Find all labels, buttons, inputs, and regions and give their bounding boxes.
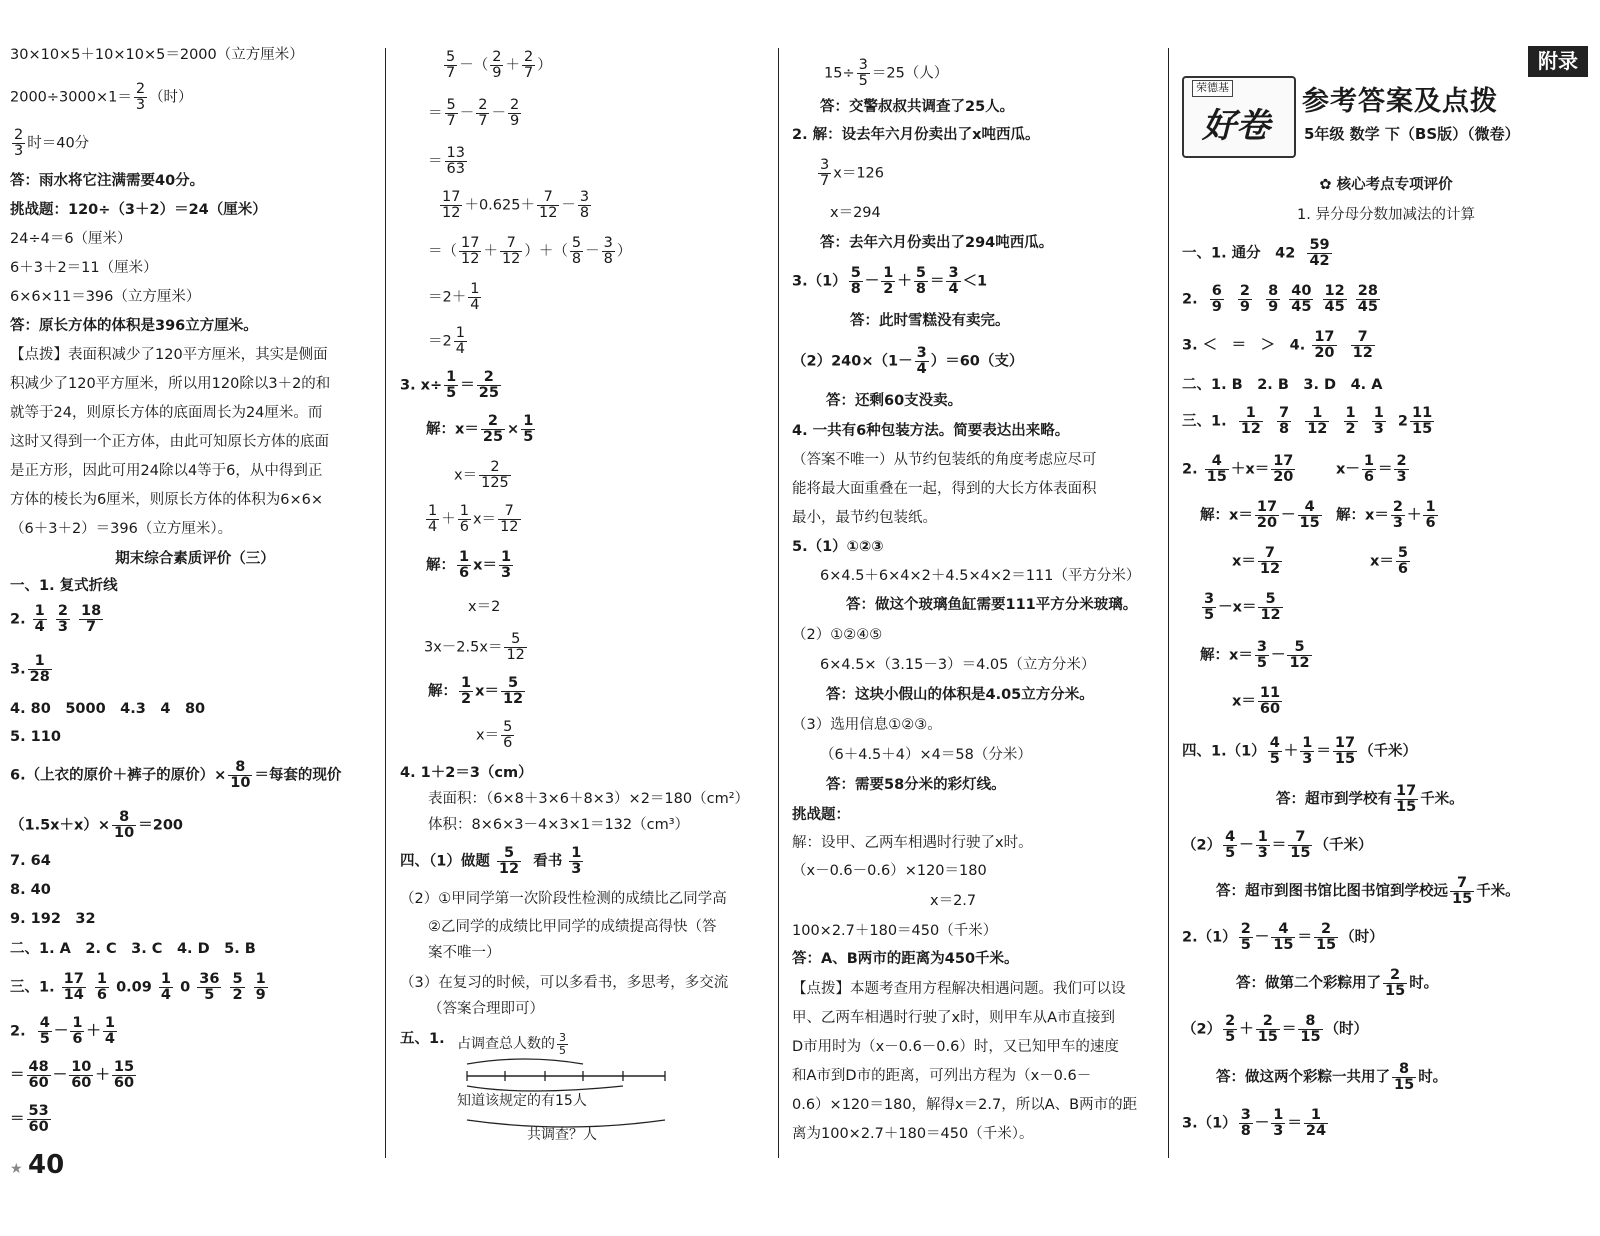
text-line: （x－0.6－0.6）×120＝180 — [792, 863, 987, 879]
text-line: 6×6×11＝396（立方厘米） — [10, 289, 201, 305]
equation-line: $\frac{3}{5}$ －x＝ $\frac{5}{12}$ — [1204, 591, 1281, 624]
hint-line: 就等于24，则原长方体的底面周长为24厘米。而 — [10, 405, 323, 421]
equation-line: x＝ $\frac{5}{6}$ — [476, 719, 513, 752]
hint-line: 离为100×2.7＋180＝450（千米）。 — [792, 1126, 1034, 1142]
text-line: x＝2.7 — [930, 893, 977, 909]
answer-line: 答：超市到图书馆比图书馆到学校远 $\frac{7}{15}$ 千米。 — [1216, 875, 1520, 908]
answer-item: 三、1. $\frac{17}{14}$ $\frac{1}{6}$ 0.09 $\frac{1}{4}$ 0 $\frac{36}{5}$ $\frac{5}{2}$ $\frac{1}{9}$ — [10, 971, 266, 1004]
section-title: 期末综合素质评价（三） — [115, 551, 275, 567]
answer-item: 6.（上衣的原价＋裤子的原价）× $\frac{8}{10}$ ＝每套的现价 — [10, 759, 342, 792]
equation-line: x＝ $\frac{2}{125}$ — [454, 459, 509, 492]
answer-line: 答：还剩60支没卖。 — [826, 393, 963, 409]
hint-line: 积减少了120平方厘米，所以用120除以3＋2的和 — [10, 376, 331, 392]
equation-line: ＝2＋ $\frac{1}{4}$ — [428, 281, 480, 314]
answer-item: 4. 一共有6种包装方法。简要表达出来略。 — [792, 423, 1070, 439]
equation-line: x＝294 — [830, 205, 881, 221]
answer-line: 答：雨水将它注满需要40分。 — [10, 173, 205, 189]
answer-line: 答：做这两个彩粽一共用了 $\frac{8}{15}$ 时。 — [1216, 1061, 1448, 1094]
equation-line: x＝ $\frac{7}{12}$ — [1232, 545, 1281, 578]
text-line: （答案不唯一）从节约包装纸的角度考虑应尽可 — [792, 452, 1097, 468]
answer-item: 7. 64 — [10, 853, 51, 869]
equation-line: $\frac{3}{7}$ x＝126 — [820, 157, 884, 190]
answer-item: 2. $\frac{1}{4}$ $\frac{2}{3}$ $\frac{18}{7}$ — [10, 603, 102, 636]
answer-line: 答：去年六月份卖出了294吨西瓜。 — [820, 235, 1054, 251]
equation-line: （2） $\frac{2}{5}$ ＋ $\frac{2}{15}$ ＝ $\frac{8}{15}$ （时） — [1182, 1013, 1369, 1046]
answer-item: 4. 80 5000 4.3 4 80 — [10, 701, 206, 717]
text-line: （6＋4.5＋4）×4＝58（分米） — [820, 747, 1032, 763]
answer-item: 5.（1）①②③ — [792, 539, 884, 555]
equation-line: $\frac{2}{3}$ 时＝40分 — [14, 127, 90, 160]
equation-line: （2） $\frac{4}{5}$ － $\frac{1}{3}$ ＝ $\frac{7}{15}$ （千米） — [1182, 829, 1373, 862]
equation-line: 3.（1） $\frac{5}{8}$ － $\frac{1}{2}$ ＋ $\frac{5}{8}$ ＝ $\frac{3}{4}$ ＜1 — [792, 265, 988, 298]
segment-diagram — [455, 1030, 695, 1150]
text-line: （2）①甲同学第一次阶段性检测的成绩比乙同学高 — [400, 891, 727, 907]
answer-line: 答：做第二个彩粽用了 $\frac{2}{15}$ 时。 — [1236, 967, 1439, 1000]
answer-item: 五、1. — [400, 1031, 445, 1047]
hint-line: 甲、乙两车相遇时行驶了x时，则甲车从A市直接到 — [792, 1010, 1115, 1026]
equation-line: 解：x＝ $\frac{3}{5}$ － $\frac{5}{12}$ — [1200, 639, 1310, 672]
answer-line: 答：做这个玻璃鱼缸需要111平方分米玻璃。 — [846, 597, 1138, 613]
challenge-title: 挑战题： — [792, 807, 850, 823]
page-subtitle: 5年级 数学 下（BS版）（微卷） — [1304, 125, 1520, 143]
equation-line: 2. $\frac{4}{15}$ ＋x＝ $\frac{17}{20}$ — [1182, 453, 1294, 486]
star-decoration: ★ — [10, 1161, 23, 1177]
paw-icon: ✿ — [1319, 177, 1337, 193]
challenge-line: 挑战题：120÷（3＋2）＝24（厘米） — [10, 202, 267, 218]
equation-line: ＝ $\frac{5}{7}$ － $\frac{2}{7}$ － $\frac{2}{9}$ — [428, 97, 520, 130]
equation-line: （2）240×（1－ $\frac{3}{4}$ ）＝60（支） — [792, 345, 1024, 378]
equation-line: 3. x÷ $\frac{1}{5}$ ＝ $\frac{2}{25}$ — [400, 369, 499, 402]
column-divider — [1168, 48, 1169, 1158]
equation-line: x＝ $\frac{5}{6}$ — [1370, 545, 1408, 578]
equation-line: x－ $\frac{1}{6}$ ＝ $\frac{2}{3}$ — [1336, 453, 1407, 486]
answer-item: 2. $\frac{6}{9}$ $\frac{2}{9}$ $\frac{8}{9}$ $\frac{40}{45}$ $\frac{12}{45}$ $\frac{28}{45}$ — [1182, 283, 1378, 316]
text-line: 6×4.5＋6×4×2＋4.5×4×2＝111（平方分米） — [820, 568, 1141, 584]
answer-item: 3. ＜ ＝ ＞ 4. $\frac{17}{20}$ $\frac{7}{12}$ — [1182, 329, 1373, 362]
answer-line: 答：A、B两市的距离为450千米。 — [792, 951, 1019, 967]
diagram-bottom-label: 共调查？人 — [527, 1127, 597, 1143]
brand-tag: 荣德基 — [1192, 80, 1233, 97]
answer-line: 答：需要58分米的彩灯线。 — [826, 777, 1006, 793]
text-line: 100×2.7＋180＝450（千米） — [792, 923, 998, 939]
equation-line: 3x－2.5x＝ $\frac{5}{12}$ — [424, 631, 525, 664]
hint-line: 【点拨】表面积减少了120平方厘米，其实是侧面 — [10, 347, 328, 363]
section-subtitle: 1. 异分母分数加减法的计算 — [1297, 207, 1475, 223]
text-line: 6＋3＋2＝11（厘米） — [10, 260, 158, 276]
equation-line: 2000÷3000×1＝ $\frac{2}{3}$ （时） — [10, 81, 193, 114]
equation-line: $\frac{17}{12}$ ＋0.625＋ $\frac{7}{12}$ － $\frac{3}{8}$ — [442, 189, 590, 222]
answer-item: （1.5x＋x）× $\frac{8}{10}$ ＝200 — [10, 809, 184, 842]
answer-item: 二、1. B 2. B 3. D 4. A — [1182, 377, 1383, 393]
hint-line: 和A市到D市的距离，可列出方程为（x－0.6－ — [792, 1068, 1092, 1084]
text-line: 24÷4＝6（厘米） — [10, 231, 132, 247]
answer-line: 答：这块小假山的体积是4.05立方分米。 — [826, 687, 1094, 703]
equation-line: 解： $\frac{1}{6}$ x＝ $\frac{1}{3}$ — [426, 549, 512, 582]
equation-line: ＝ $\frac{13}{63}$ — [428, 145, 465, 178]
hint-line: 0.6）×120＝180，解得x＝2.7，所以A、B两市的距 — [792, 1097, 1138, 1113]
page-number: 40 — [28, 1150, 65, 1180]
equation-line: 解：x＝ $\frac{17}{20}$ － $\frac{4}{15}$ — [1200, 499, 1320, 532]
answer-item: 四、（1）做题 $\frac{5}{12}$ 看书 $\frac{1}{3}$ — [400, 845, 582, 878]
column-1 — [10, 0, 380, 1236]
equation-line: 2.（1） $\frac{2}{5}$ － $\frac{4}{15}$ ＝ $\frac{2}{15}$ （时） — [1182, 921, 1384, 954]
answer-item: 4. 1＋2＝3（cm） — [400, 765, 533, 781]
equation-line: 解：x＝ $\frac{2}{25}$ × $\frac{1}{5}$ — [426, 413, 534, 446]
equation-line: 解： $\frac{1}{2}$ x＝ $\frac{5}{12}$ — [428, 675, 524, 708]
answer-item: 8. 40 — [10, 882, 51, 898]
answer-line: 答：超市到学校有 $\frac{17}{15}$ 千米。 — [1276, 783, 1464, 816]
answer-line: 答：交警叔叔共调查了25人。 — [820, 99, 1015, 115]
equation-line: x＝2 — [468, 599, 501, 615]
equation-line: $\frac{5}{7}$ －（ $\frac{2}{9}$ ＋ $\frac{2}{7}$ ） — [446, 49, 552, 82]
column-4 — [1180, 0, 1592, 1236]
text-line: 体积：8×6×3－4×3×1＝132（cm³） — [428, 817, 690, 833]
answer-line: 答：原长方体的体积是396立方厘米。 — [10, 318, 258, 334]
text-line: ②乙同学的成绩比甲同学的成绩提高得快（答 — [428, 919, 717, 935]
answer-item: ＝ $\frac{48}{60}$ － $\frac{10}{60}$ ＋ $\frac{15}{60}$ — [10, 1059, 135, 1092]
answer-item: 二、1. A 2. C 3. C 4. D 5. B — [10, 941, 256, 957]
appendix-badge: 附录 — [1528, 46, 1588, 77]
equation-line: 四、1.（1） $\frac{4}{5}$ ＋ $\frac{1}{3}$ ＝ $\frac{17}{15}$ （千米） — [1182, 735, 1418, 768]
text-line: 能将最大面重叠在一起，得到的大长方体表面积 — [792, 481, 1097, 497]
column-3 — [790, 0, 1162, 1236]
answer-item: （2）①②④⑤ — [792, 627, 883, 643]
equation-line: x＝ $\frac{11}{60}$ — [1232, 685, 1281, 718]
equation-line: ＝（ $\frac{17}{12}$ ＋ $\frac{7}{12}$ ）＋（ $\frac{5}{8}$ － $\frac{3}{8}$ ） — [428, 235, 632, 268]
hint-line: 是正方形，因此可用24除以4等于6，从中得到正 — [10, 463, 323, 479]
page-title: 参考答案及点拨 — [1302, 86, 1498, 117]
answer-item: 9. 192 32 — [10, 911, 96, 927]
answer-item: 2. 解：设去年六月份卖出了x吨西瓜。 — [792, 127, 1040, 143]
equation-line: 3.（1） $\frac{3}{8}$ － $\frac{1}{3}$ ＝ $\frac{1}{24}$ — [1182, 1107, 1327, 1140]
answer-item: 3. $\frac{1}{28}$ — [10, 653, 50, 686]
text-line: 6×4.5×（3.15－3）＝4.05（立方分米） — [820, 657, 1096, 673]
text-line: （答案合理即可） — [428, 1001, 544, 1017]
answer-item: 2. $\frac{4}{5}$ － $\frac{1}{6}$ ＋ $\frac{1}{4}$ — [10, 1015, 115, 1048]
answer-item: ＝ $\frac{53}{60}$ — [10, 1103, 49, 1136]
answer-item: 5. 110 — [10, 729, 61, 745]
text-line: 解：设甲、乙两车相遇时行驶了x时。 — [792, 835, 1033, 851]
column-divider — [385, 48, 386, 1158]
diagram-top-label: 占调查总人数的 $\frac{3}{5}$ — [457, 1031, 566, 1057]
hint-line: （6＋3＋2）＝396（立方厘米）。 — [10, 521, 233, 537]
text-line: 案不唯一） — [428, 945, 501, 961]
hint-line: 【点拨】本题考查用方程解决相遇问题。我们可以设 — [792, 981, 1126, 997]
answer-item: 一、1. 通分 42 $\frac{59}{42}$ — [1182, 237, 1330, 270]
answer-line: 答：此时雪糕没有卖完。 — [850, 313, 1010, 329]
column-divider — [778, 48, 779, 1158]
answer-item: （3）选用信息①②③。 — [792, 717, 942, 733]
answer-item: 三、1. $\frac{1}{12}$ $\frac{7}{8}$ $\frac{1}{12}$ $\frac{1}{2}$ $\frac{1}{3}$ 2 $\frac{11}{15}$ — [1182, 405, 1433, 438]
hint-line: 方体的棱长为6厘米，则原长方体的体积为6×6× — [10, 492, 323, 508]
logo-text: 好卷 — [1202, 106, 1270, 146]
hint-line: 这时又得到一个正方体，由此可知原长方体的底面 — [10, 434, 329, 450]
text-line: 表面积：（6×8＋3×6＋8×3）×2＝180（cm²） — [428, 791, 750, 807]
equation-line: 15÷ $\frac{3}{5}$ ＝25（人） — [824, 57, 949, 90]
text-line: 最小，最节约包装纸。 — [792, 510, 937, 526]
equation-line: $\frac{1}{4}$ ＋ $\frac{1}{6}$ x＝ $\frac{7}{12}$ — [428, 503, 519, 536]
section-title: ✿ 核心考点专项评价 — [1319, 177, 1453, 193]
hint-line: D市用时为（x－0.6－0.6）时，又已知甲车的速度 — [792, 1039, 1119, 1055]
text-line: （3）在复习的时候，可以多看书，多思考，多交流 — [400, 975, 729, 991]
equation-line: ＝2 $\frac{1}{4}$ — [428, 325, 465, 358]
diagram-mid-label: 知道该规定的有15人 — [457, 1093, 587, 1109]
answer-item: 一、1. 复式折线 — [10, 578, 118, 594]
text-line: 30×10×5＋10×10×5＝2000（立方厘米） — [10, 47, 304, 63]
equation-line: 解：x＝ $\frac{2}{3}$ ＋ $\frac{1}{6}$ — [1336, 499, 1436, 532]
